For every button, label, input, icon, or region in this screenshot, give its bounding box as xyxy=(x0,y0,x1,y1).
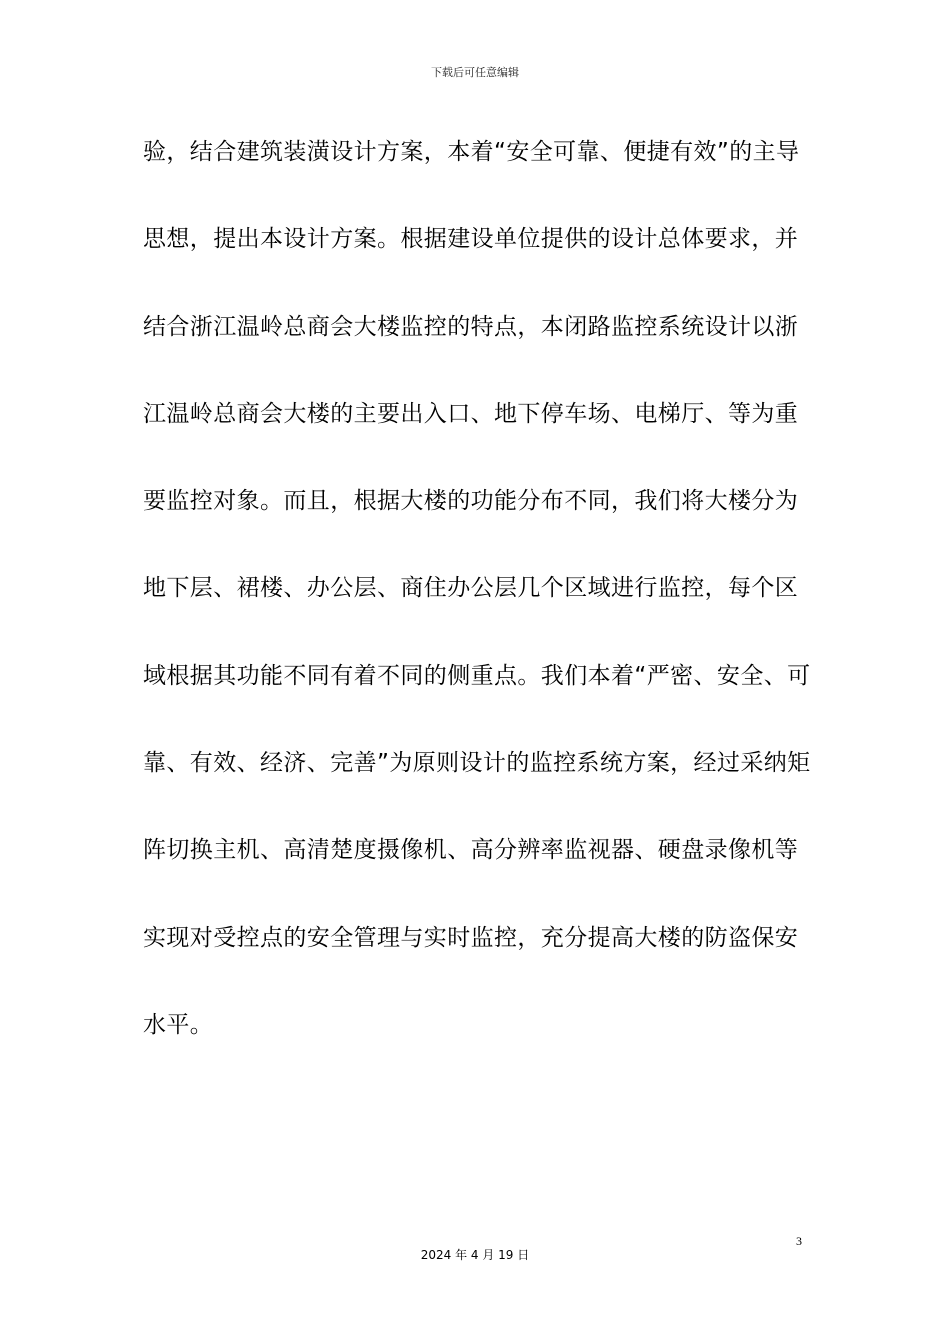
body-paragraph xyxy=(143,128,813,1088)
body-line: 结合浙江温岭总商会大楼监控的特点，本闭路监控系统设计以浙 xyxy=(143,313,799,340)
body-line: 实现对受控点的安全管理与实时监控，充分提高大楼的防盗保安 xyxy=(143,924,799,951)
body-line: 思想，提出本设计方案。根据建设单位提供的设计总体要求，并 xyxy=(143,226,799,253)
body-line: 阵切换主机、高清楚度摄像机、高分辨率监视器、硬盘录像机等 xyxy=(143,837,799,864)
body-line: 域根据其功能不同有着不同的侧重点。我们本着“严密、安全、可 xyxy=(143,662,811,689)
body-line: 要监控对象。而且，根据大楼的功能分布不同，我们将大楼分为 xyxy=(143,488,799,515)
page-footer-date: 2024 年 4 月 19 日 xyxy=(420,1248,530,1262)
page-number: 3 xyxy=(796,1234,802,1248)
page-header: 下载后可任意编辑 xyxy=(431,66,519,79)
body-line: 验，结合建筑装潢设计方案，本着“安全可靠、便捷有效”的主导 xyxy=(143,139,800,165)
body-line: 地下层、裙楼、办公层、商住办公层几个区域进行监控，每个区 xyxy=(143,575,799,602)
body-line: 靠、有效、经济、完善”为原则设计的监控系统方案，经过采纳矩 xyxy=(143,750,811,777)
body-line: 江温岭总商会大楼的主要出入口、地下停车场、电梯厅、等为重 xyxy=(143,400,799,427)
body-line: 水平。 xyxy=(143,1011,214,1038)
